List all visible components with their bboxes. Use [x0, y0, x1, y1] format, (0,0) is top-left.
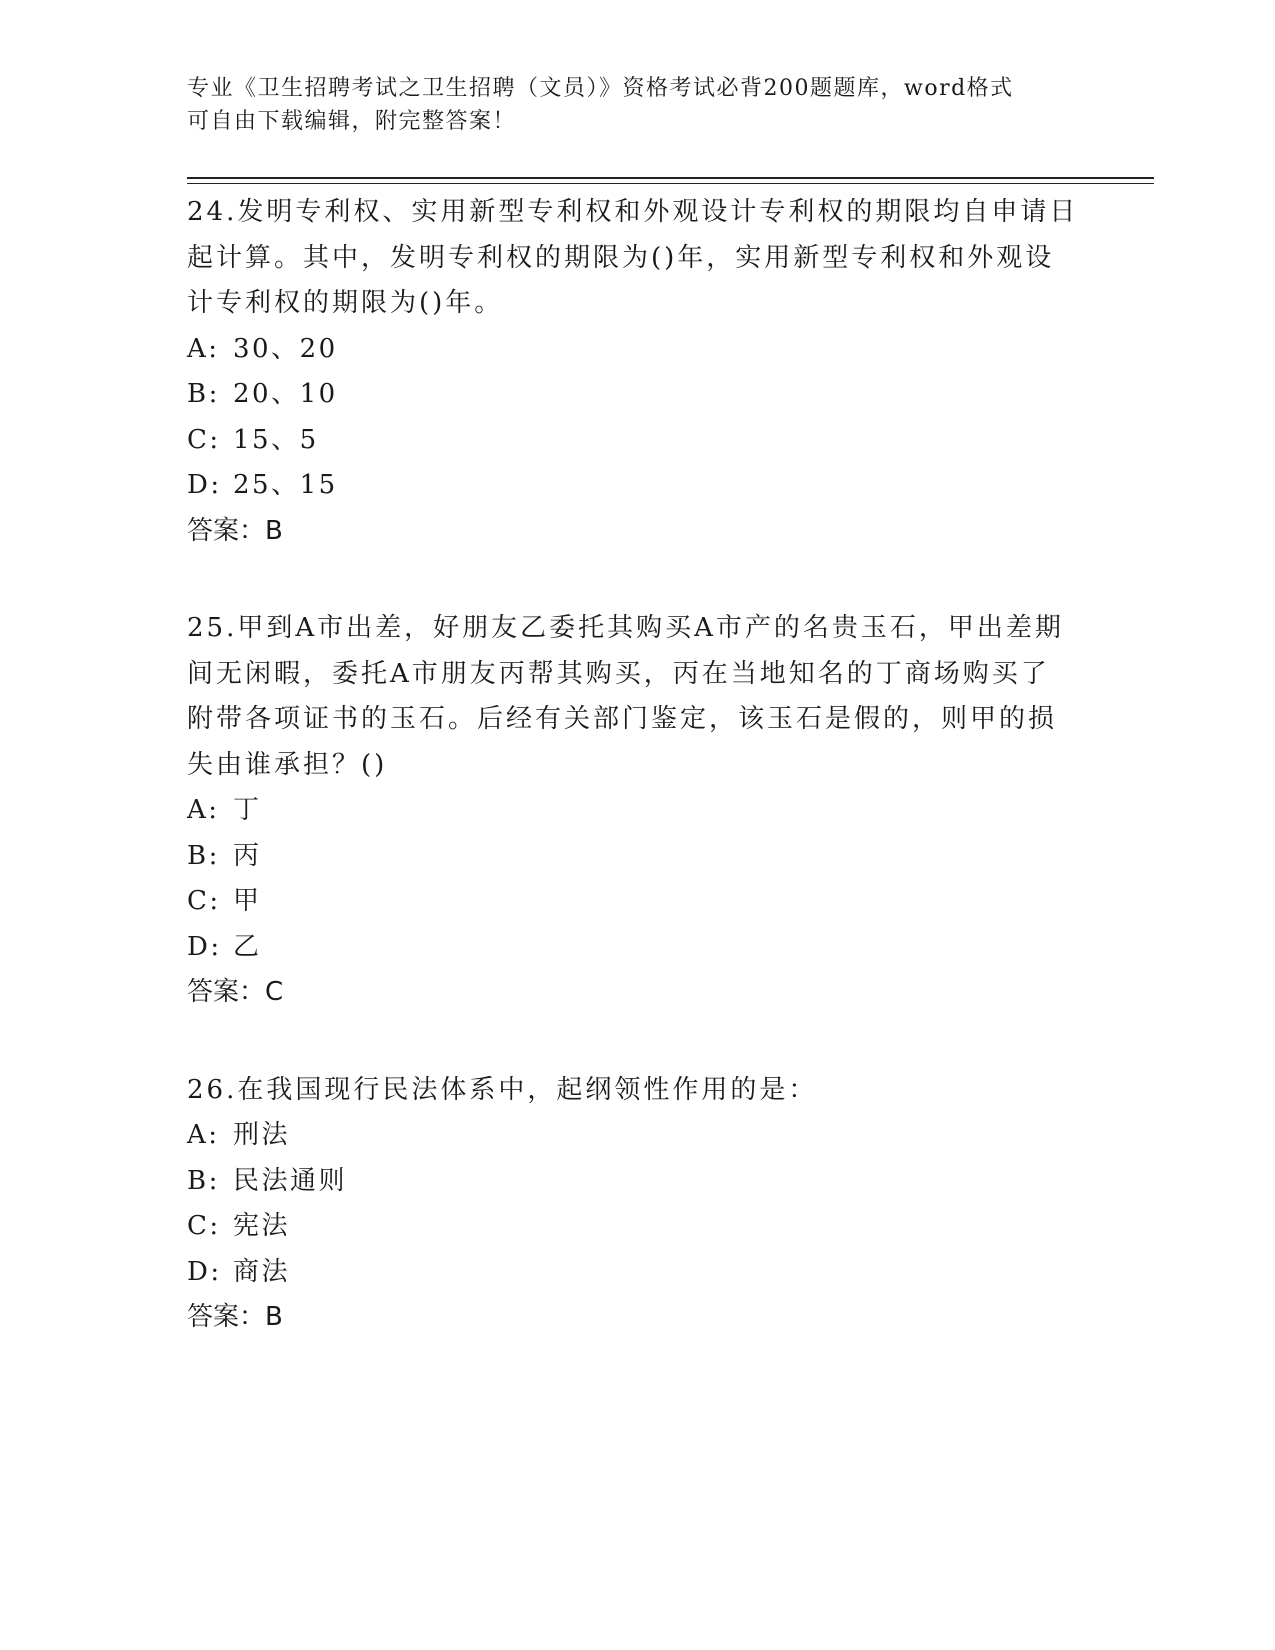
option-text: 丙: [233, 840, 262, 871]
option-a: [187, 327, 1087, 373]
option-c: [187, 879, 1087, 925]
option-key: B:: [187, 1165, 220, 1196]
option-text: 30、20: [233, 333, 338, 364]
option-text: 丁: [233, 795, 262, 825]
option-text: 宪法: [233, 1211, 291, 1241]
option-key: B:: [187, 379, 220, 409]
option-key: D:: [187, 470, 222, 500]
option-key: D:: [187, 931, 222, 962]
option-text: 甲: [233, 886, 262, 916]
stem-line: 间无闲暇，委托A市朋友丙帮其购买，丙在当地知名的丁商场购买了: [187, 658, 1050, 689]
answer-line: 答案：B: [187, 1302, 283, 1332]
stem-line: 起计算。其中，发明专利权的期限为()年，实用新型专利权和外观设: [187, 242, 1055, 273]
option-key: C:: [187, 886, 221, 916]
document-header: [187, 72, 1067, 138]
option-key: A:: [187, 333, 220, 364]
option-text: 20、10: [233, 379, 338, 409]
option-d: [187, 463, 1087, 509]
option-d: [187, 1250, 1087, 1296]
option-key: C:: [187, 424, 221, 455]
question-stem: [187, 190, 1087, 327]
stem-line: 计专利权的期限为()年。: [187, 288, 504, 318]
option-text: 乙: [233, 931, 262, 962]
option-c: [187, 1204, 1087, 1250]
option-b: [187, 372, 1087, 418]
stem-line: 25.甲到A市出差，好朋友乙委托其购买A市产的名贵玉石，甲出差期: [187, 613, 1064, 643]
stem-line: 24.发明专利权、实用新型专利权和外观设计专利权的期限均自申请日: [187, 197, 1079, 227]
option-a: [187, 788, 1087, 834]
question-26: [187, 1068, 1087, 1341]
stem-line: 附带各项证书的玉石。后经有关部门鉴定，该玉石是假的，则甲的损: [187, 704, 1058, 734]
option-a: [187, 1113, 1087, 1159]
option-text: 民法通则: [233, 1165, 348, 1196]
question-24: [187, 190, 1087, 554]
option-key: A:: [187, 795, 220, 825]
option-b: [187, 1159, 1087, 1205]
stem-line: 26.在我国现行民法体系中，起纲领性作用的是：: [187, 1074, 818, 1105]
answer-line: 答案：C: [187, 977, 284, 1007]
option-b: [187, 834, 1087, 880]
option-text: 刑法: [233, 1120, 291, 1150]
option-key: B:: [187, 840, 220, 871]
header-divider: [187, 177, 1154, 179]
option-key: A:: [187, 1120, 220, 1150]
option-key: D:: [187, 1256, 222, 1287]
option-d: [187, 925, 1087, 971]
option-text: 15、5: [233, 424, 319, 455]
header-line: 可自由下载编辑，附完整答案！: [187, 109, 517, 134]
question-list: [187, 190, 1087, 1393]
option-c: [187, 418, 1087, 464]
option-key: C:: [187, 1211, 221, 1241]
question-stem: [187, 606, 1087, 788]
question-stem: [187, 1068, 1087, 1114]
header-divider-thin: [187, 183, 1154, 184]
option-text: 25、15: [233, 470, 338, 500]
header-line: 专业《卫生招聘考试之卫生招聘（文员）》资格考试必背200题题库，word格式: [187, 76, 1014, 101]
stem-line: 失由谁承担？(): [187, 749, 388, 780]
option-text: 商法: [233, 1256, 291, 1287]
question-25: [187, 606, 1087, 1016]
answer-line: 答案：B: [187, 515, 283, 546]
